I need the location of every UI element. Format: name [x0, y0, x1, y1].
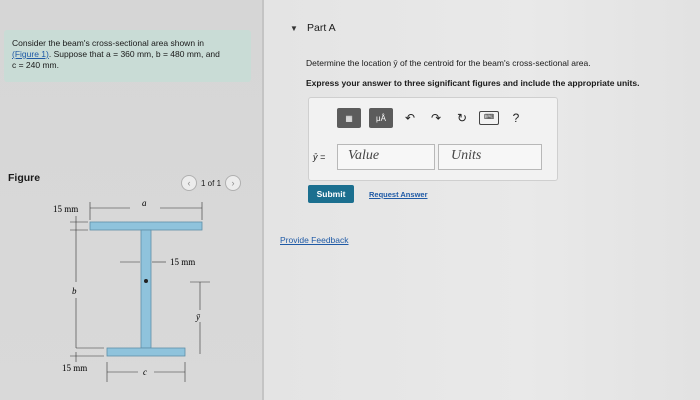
question-text: Determine the location ȳ of the centroid for the beam's cross-sectional area. [306, 58, 591, 68]
dim-ybar-label: ȳ [196, 312, 200, 322]
dim-web-label: 15 mm [170, 257, 196, 267]
undo-icon[interactable]: ↶ [404, 111, 416, 125]
reset-icon[interactable]: ↻ [456, 111, 468, 125]
dim-c-label: c [143, 367, 147, 377]
web [141, 230, 151, 348]
figure-link[interactable]: (Figure 1) [12, 49, 49, 59]
submit-button[interactable]: Submit [308, 185, 354, 203]
dim-b-label: b [72, 286, 77, 296]
part-title: Part A [307, 22, 336, 34]
help-icon[interactable]: ? [512, 111, 520, 125]
equation-toolbar [337, 108, 525, 128]
dim-a-label: a [142, 198, 147, 208]
beam-cross-section-figure [40, 190, 220, 385]
problem-line-2-rest: . Suppose that a = 360 mm, b = 480 mm, and [48, 49, 220, 59]
request-answer-link[interactable]: Request Answer [369, 190, 428, 199]
ybar-label: ȳ = [313, 152, 326, 162]
problem-line-2 [12, 49, 251, 60]
next-figure-button[interactable]: › [225, 175, 241, 191]
top-flange [90, 222, 202, 230]
dim-bottom-label: 15 mm [62, 363, 88, 373]
bottom-flange [107, 348, 185, 356]
instruction-text: Express your answer to three significant figures and include the appropriate units. [306, 78, 640, 88]
collapse-part-icon[interactable]: ▼ [290, 24, 298, 33]
problem-line-3: c = 240 mm. [12, 60, 60, 70]
prev-figure-button[interactable]: ‹ [181, 175, 197, 191]
problem-statement [4, 30, 251, 82]
redo-icon[interactable]: ↷ [430, 111, 442, 125]
figure-pager-text: 1 of 1 [201, 178, 222, 188]
provide-feedback-link[interactable]: Provide Feedback [280, 235, 349, 245]
value-input[interactable]: Value [337, 144, 435, 170]
dim-top-label: 15 mm [53, 204, 79, 214]
keyboard-icon[interactable]: ⌨ [479, 111, 499, 125]
centroid-dot [144, 279, 148, 283]
problem-line-1: Consider the beam's cross-sectional area shown in [12, 38, 205, 48]
template-icon[interactable]: ▦ [337, 108, 361, 128]
figure-pager [181, 175, 241, 191]
units-input[interactable]: Units [438, 144, 542, 170]
units-symbol-button[interactable]: μÅ [369, 108, 393, 128]
figure-label: Figure [8, 172, 41, 184]
